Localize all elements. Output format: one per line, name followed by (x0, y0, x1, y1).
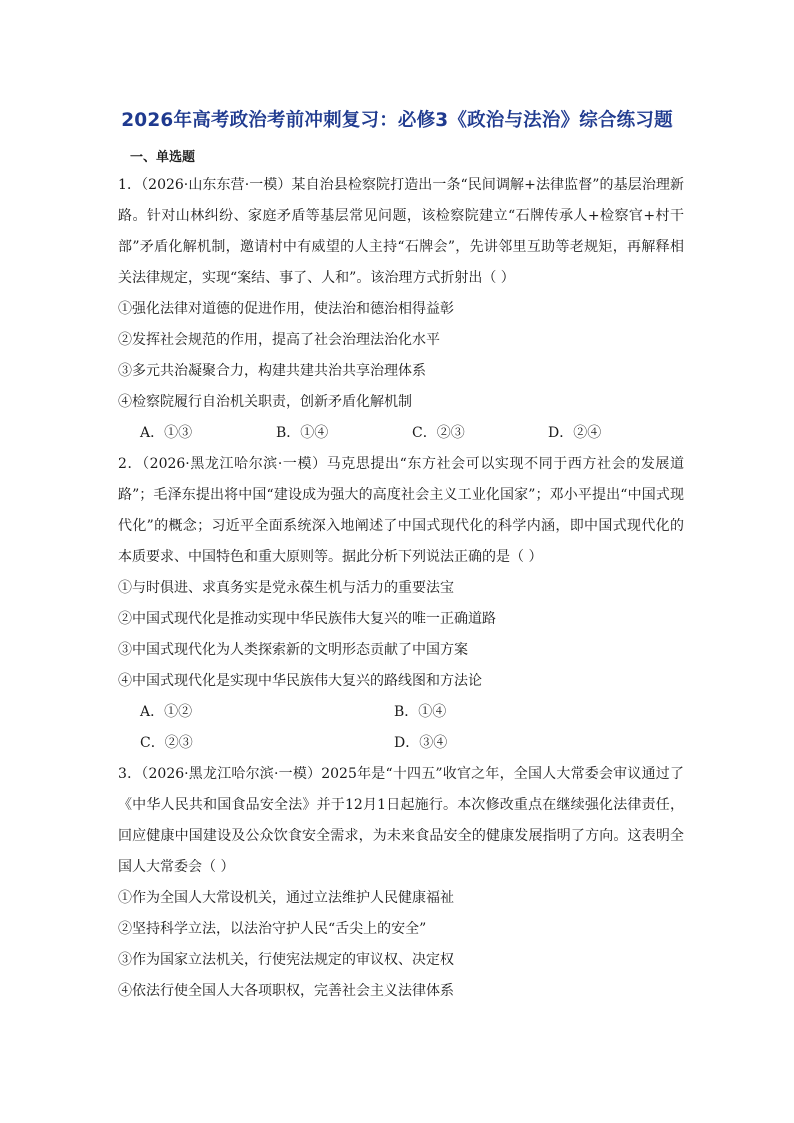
choice-c: C．②③ (140, 735, 193, 751)
questions-content (118, 170, 684, 1007)
section-heading: 一、单选题 (130, 150, 196, 165)
statement-option: ③中国式现代化为人类探索新的文明形态贡献了中国方案 (118, 642, 468, 658)
choice-b: B．①④ (394, 704, 447, 720)
statement-option: ④中国式现代化是实现中华民族伟大复兴的路线图和方法论 (118, 673, 482, 689)
statement-option: ③多元共治凝聚合力，构建共建共治共享治理体系 (118, 363, 426, 379)
statement-option: ②中国式现代化是推动实现中华民族伟大复兴的唯一正确道路 (118, 611, 496, 627)
question-2 (118, 449, 684, 759)
statement-option: ①与时俱进、求真务实是党永葆生机与活力的重要法宝 (118, 580, 454, 596)
choice-d: D．②④ (548, 425, 602, 441)
statement-option: ②坚持科学立法，以法治守护人民“舌尖上的安全” (118, 921, 427, 937)
choice-c: C．②③ (412, 425, 465, 441)
question-stem: 3．（2026·黑龙江哈尔滨·一模）2025年是“十四五”收官之年，全国人大常委会审议通过了《中华人民共和国食品安全法》并于12月1日起施行。本次修改重点在继续强化法律责任，回应健康中国建设及公众饮食安全需求，为未来食品安全的健康发展指明了方向。这表明全国人大常委会（ ） (118, 766, 684, 875)
choice-b: B．①④ (276, 425, 329, 441)
choice-d: D．③④ (394, 735, 448, 751)
statement-option: ①强化法律对道德的促进作用，使法治和德治相得益彰 (118, 301, 454, 317)
question-stem: 1．（2026·山东东营·一模）某自治县检察院打造出一条“民间调解+法律监督”的基层治理新路。针对山林纠纷、家庭矛盾等基层常见问题，该检察院建立“石牌传承人+检察官+村干部”矛盾化解机制，邀请村中有威望的人主持“石牌会”，先讲邻里互助等老规矩，再解释相关法律规定，实现“案结、事了、人和”。该治理方式折射出（ ） (118, 177, 684, 286)
answer-choices (118, 728, 684, 759)
answer-choices (118, 418, 684, 449)
statement-option: ②发挥社会规范的作用，提高了社会治理法治化水平 (118, 332, 440, 348)
question-3 (118, 759, 684, 1007)
choice-a: A．①② (140, 704, 193, 720)
statement-option: ③作为国家立法机关，行使宪法规定的审议权、决定权 (118, 952, 454, 968)
document-title: 2026年高考政治考前冲刺复习：必修3《政治与法治》综合练习题 (121, 110, 673, 131)
choice-a: A．①③ (140, 425, 193, 441)
statement-option: ①作为全国人大常设机关，通过立法维护人民健康福祉 (118, 890, 454, 906)
statement-option: ④依法行使全国人大各项职权，完善社会主义法律体系 (118, 983, 454, 999)
question-stem: 2．（2026·黑龙江哈尔滨·一模）马克思提出“东方社会可以实现不同于西方社会的发展道路”；毛泽东提出将中国“建设成为强大的高度社会主义工业化国家”；邓小平提出“中国式现代化”的概念；习近平全面系统深入地阐述了中国式现代化的科学内涵，即中国式现代化的本质要求、中国特色和重大原则等。据此分析下列说法正确的是（ ） (118, 456, 684, 565)
statement-option: ④检察院履行自治机关职责，创新矛盾化解机制 (118, 394, 412, 410)
question-1 (118, 170, 684, 449)
answer-choices (118, 697, 684, 728)
